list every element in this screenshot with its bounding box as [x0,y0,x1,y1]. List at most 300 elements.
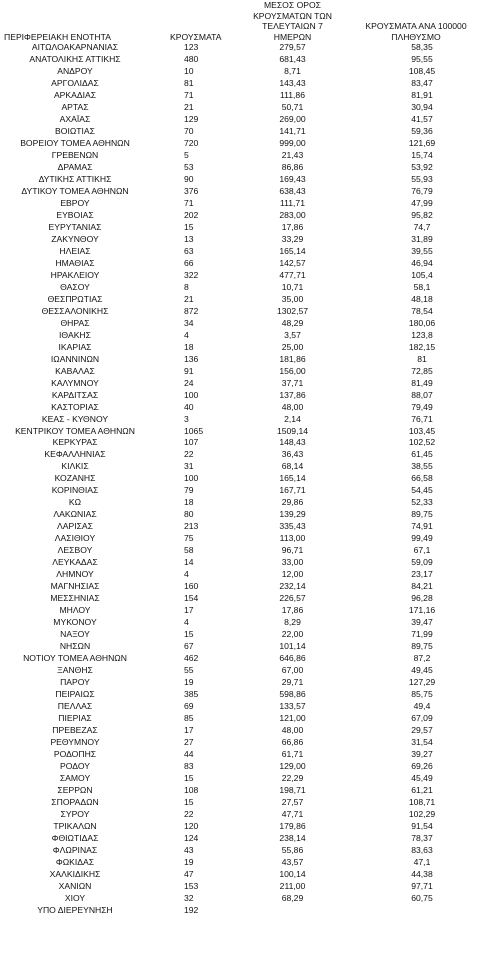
per-100k-cell: 39,55 [411,245,433,256]
table-row [0,114,481,126]
avg-7-days-cell: 33,29 [281,233,304,244]
per-100k-cell: 60,75 [411,892,433,903]
region-cell: ΜΕΣΣΗΝΙΑΣ [50,593,100,604]
table-row [0,461,481,473]
per-100k-cell: 49,4 [413,701,431,712]
region-cell: ΡΟΔΟΥ [60,761,90,772]
table-row [0,366,481,378]
table-row [0,581,481,593]
cases-cell: 462 [184,653,199,664]
per-100k-cell: 108,71 [408,797,436,808]
region-cell: ΚΑΛΥΜΝΟΥ [51,377,99,388]
table-row [0,330,481,342]
avg-7-days-cell: 21,43 [281,149,304,160]
region-cell: ΞΑΝΘΗΣ [57,665,93,676]
cases-cell: 21 [184,101,194,112]
table-row [0,569,481,581]
avg-7-days-cell: 22,29 [281,773,304,784]
header-region: ΠΕΡΙΦΕΡΕΙΑΚΗ ΕΝΟΤΗΤΑ [4,31,111,42]
avg-7-days-cell: 238,14 [279,832,306,843]
cases-cell: 4 [184,569,189,580]
avg-7-days-cell: 1509,14 [276,425,309,436]
table-row [0,390,481,402]
table-row [0,605,481,617]
table-row [0,174,481,186]
per-100k-cell: 171,16 [408,605,436,616]
avg-7-days-cell: 17,86 [281,605,304,616]
cases-cell: 21 [184,293,194,304]
table-row [0,210,481,222]
per-100k-cell: 47,1 [413,856,431,867]
region-cell: ΘΕΣΣΑΛΟΝΙΚΗΣ [41,305,109,316]
cases-cell: 71 [184,89,194,100]
avg-7-days-cell: 101,14 [279,641,306,652]
avg-7-days-cell: 66,86 [281,737,304,748]
table-row [0,318,481,330]
table-body [0,42,481,917]
cases-cell: 8 [184,281,189,292]
cases-cell: 120 [184,820,199,831]
cases-cell: 91 [184,365,194,376]
per-100k-cell: 81,49 [411,377,433,388]
region-cell: ΣΠΟΡΑΔΩΝ [51,797,99,808]
region-cell: ΦΩΚΙΔΑΣ [55,856,95,867]
region-cell: ΔΡΑΜΑΣ [57,161,93,172]
region-cell: ΝΟΤΙΟΥ ΤΟΜΕΑ ΑΘΗΝΩΝ [23,653,127,664]
region-cell: ΣΑΜΟΥ [59,773,91,784]
table-row [0,521,481,533]
region-cell: ΥΠΟ ΔΙΕΡΕΥΝΗΣΗ [37,904,113,915]
table-row [0,761,481,773]
per-100k-cell: 81,91 [411,89,433,100]
table-row [0,845,481,857]
avg-7-days-cell: 48,29 [281,317,304,328]
cases-cell: 100 [184,473,199,484]
avg-7-days-cell: 139,29 [279,509,306,520]
cases-cell: 90 [184,173,194,184]
per-100k-cell: 89,75 [411,509,433,520]
per-100k-cell: 58,35 [411,42,433,52]
per-100k-cell: 49,45 [411,665,433,676]
table-row [0,342,481,354]
region-cell: ΜΗΛΟΥ [59,605,91,616]
avg-7-days-cell: 335,43 [279,521,306,532]
per-100k-cell: 78,54 [411,305,433,316]
cases-cell: 27 [184,737,194,748]
avg-7-days-cell: 111,71 [279,197,305,208]
header-avg-7-days-text: ΜΕΣΟΣ ΟΡΟΣ ΚΡΟΥΣΜΑΤΩΝ ΤΩΝ ΤΕΛΕΥΤΑΙΩΝ 7 ΗΜΕΡΩΝ [253,0,332,42]
region-cell: ΡΟΔΟΠΗΣ [53,749,97,760]
avg-7-days-cell: 48,00 [281,725,304,736]
table-row [0,857,481,869]
avg-7-days-cell: 67,00 [281,665,304,676]
cases-cell: 129 [184,113,199,124]
per-100k-cell: 180,06 [408,317,436,328]
cases-cell: 202 [184,209,199,220]
avg-7-days-cell: 681,43 [279,53,306,64]
per-100k-cell: 66,58 [411,473,433,484]
per-100k-cell: 74,7 [413,221,431,232]
table-row [0,282,481,294]
per-100k-cell: 46,94 [411,257,433,268]
region-cell: ΛΑΚΩΝΙΑΣ [53,509,97,520]
table-row [0,665,481,677]
per-100k-cell: 39,27 [411,749,433,760]
per-100k-cell [351,905,481,917]
region-cell: ΑΡΓΟΛΙΔΑΣ [51,77,99,88]
avg-7-days-cell: 181,86 [279,353,306,364]
table-row [0,881,481,893]
cases-cell: 81 [184,77,194,88]
region-cell: ΝΑΞΟΥ [60,629,90,640]
avg-7-days-cell: 22,00 [281,629,304,640]
per-100k-cell: 85,75 [411,689,433,700]
table-row [0,653,481,665]
avg-7-days-cell: 598,86 [279,689,306,700]
avg-7-days-cell: 156,00 [279,365,306,376]
region-cell: ΧΙΟΥ [64,892,86,903]
cases-cell: 15 [184,773,194,784]
cases-cell: 18 [184,341,194,352]
region-cell: ΛΗΜΝΟΥ [56,569,94,580]
cases-cell: 34 [184,317,194,328]
per-100k-cell: 15,74 [411,149,433,160]
table-row [0,593,481,605]
table-row [0,378,481,390]
table-row [0,785,481,797]
header-avg-7-days [234,0,351,42]
avg-7-days-cell: 17,86 [281,221,304,232]
region-cell: ΠΙΕΡΙΑΣ [58,713,92,724]
avg-7-days-cell: 96,71 [281,545,304,556]
per-100k-cell: 53,92 [411,161,433,172]
header-row [0,0,481,42]
per-100k-cell: 78,37 [411,832,433,843]
table-row [0,437,481,449]
region-cell: ΚΩ [68,497,82,508]
cases-cell: 154 [184,593,199,604]
per-100k-cell: 103,45 [408,425,436,436]
table-row [0,449,481,461]
table-header [0,0,481,42]
table-row [0,102,481,114]
cases-cell: 17 [184,725,194,736]
per-100k-cell: 97,71 [411,880,433,891]
cases-cell: 66 [184,257,194,268]
avg-7-days-cell: 61,71 [281,749,304,760]
table-row [0,893,481,905]
table-row [0,138,481,150]
region-cell: ΦΛΩΡΙΝΑΣ [52,844,98,855]
region-cell: ΑΝΔΡΟΥ [57,65,93,76]
cases-cell: 10 [184,65,194,76]
avg-7-days-cell: 279,57 [279,42,306,52]
cases-cell: 63 [184,245,194,256]
region-cell: ΔΥΤΙΚΗΣ ΑΤΤΙΚΗΣ [38,173,112,184]
region-cell: ΣΥΡΟΥ [60,809,90,819]
cases-cell: 872 [184,305,199,316]
cases-cell: 107 [184,437,199,448]
region-cell: ΚΕΦΑΛΛΗΝΙΑΣ [44,449,106,460]
region-cell: ΧΑΝΙΩΝ [58,880,92,891]
region-cell: ΑΝΑΤΟΛΙΚΗΣ ΑΤΤΙΚΗΣ [29,53,121,64]
cases-cell: 3 [184,413,189,424]
table-row [0,713,481,725]
avg-7-days-cell: 29,86 [281,497,304,508]
cases-cell: 480 [184,53,199,64]
cases-cell: 18 [184,497,194,508]
region-cell: ΒΟΙΩΤΙΑΣ [55,125,95,136]
per-100k-cell: 61,21 [411,785,433,796]
region-cell: ΕΥΡΥΤΑΝΙΑΣ [48,221,102,232]
avg-7-days-cell: 27,57 [281,797,304,808]
cases-cell: 14 [184,557,194,568]
table-row [0,905,481,917]
region-cell: ΡΕΘΥΜΝΟΥ [50,737,100,748]
avg-7-days-cell: 165,14 [279,473,306,484]
cases-cell: 32 [184,892,194,903]
cases-cell: 1065 [184,425,204,436]
per-100k-cell: 67,1 [413,545,431,556]
table-row [0,749,481,761]
per-100k-cell: 71,99 [411,629,433,640]
avg-7-days-cell: 68,29 [281,892,304,903]
region-cell: ΚΑΣΤΟΡΙΑΣ [51,401,99,412]
table-row [0,54,481,66]
per-100k-cell: 88,07 [411,389,433,400]
region-cell: ΦΘΙΩΤΙΔΑΣ [51,832,99,843]
region-cell: ΛΕΥΚΑΔΑΣ [52,557,98,568]
table-row [0,509,481,521]
avg-7-days-cell: 25,00 [281,341,304,352]
table-row [0,354,481,366]
avg-7-days-cell: 36,43 [281,449,304,460]
per-100k-cell: 89,75 [411,641,433,652]
table-row [0,545,481,557]
cases-cell: 53 [184,161,194,172]
cases-cell: 160 [184,581,199,592]
table-row [0,150,481,162]
cases-cell: 720 [184,137,199,148]
cases-cell: 55 [184,665,194,676]
region-cell: ΕΥΒΟΙΑΣ [56,209,94,220]
avg-7-days-cell [234,905,351,917]
region-cell: ΝΗΣΩΝ [59,641,91,652]
avg-7-days-cell: 226,57 [279,593,306,604]
cases-cell: 47 [184,868,194,879]
region-cell: ΖΑΚΥΝΘΟΥ [51,233,99,244]
region-cell: ΔΥΤΙΚΟΥ ΤΟΜΕΑ ΑΘΗΝΩΝ [21,185,129,196]
region-cell: ΠΕΙΡΑΙΩΣ [55,689,95,700]
per-100k-cell: 84,21 [411,581,433,592]
avg-7-days-cell: 646,86 [279,653,306,664]
avg-7-days-cell: 133,57 [279,701,306,712]
table-row [0,90,481,102]
region-cell: ΕΒΡΟΥ [60,197,90,208]
table-row [0,497,481,509]
region-cell: ΙΘΑΚΗΣ [59,329,91,340]
per-100k-cell: 29,57 [411,725,433,736]
per-100k-cell: 55,93 [411,173,433,184]
cases-cell: 376 [184,185,199,196]
avg-7-days-cell: 999,00 [279,137,306,148]
per-100k-cell: 30,94 [411,101,433,112]
table-row [0,258,481,270]
region-cell: ΗΜΑΘΙΑΣ [55,257,95,268]
cases-cell: 83 [184,761,194,772]
region-cell: ΙΩΑΝΝΙΝΩΝ [50,353,100,364]
per-100k-cell: 48,18 [411,293,433,304]
table-row [0,66,481,78]
per-100k-cell: 108,45 [408,65,436,76]
table-row [0,641,481,653]
avg-7-days-cell: 48,00 [281,401,304,412]
region-cell: ΠΡΕΒΕΖΑΣ [52,725,98,736]
per-100k-cell: 182,15 [408,341,436,352]
table-row [0,270,481,282]
avg-7-days-cell: 100,14 [279,868,306,879]
cases-cell: 75 [184,533,194,544]
region-cell: ΧΑΛΚΙΔΙΚΗΣ [49,868,101,879]
cases-cell: 15 [184,629,194,640]
table-row [0,426,481,438]
avg-7-days-cell: 129,00 [279,761,306,772]
table-row [0,689,481,701]
avg-7-days-cell: 169,43 [279,173,306,184]
header-cases: ΚΡΟΥΣΜΑΤΑ [170,31,222,42]
cases-cell: 15 [184,797,194,808]
region-cell: ΑΙΤΩΛΟΑΚΑΡΝΑΝΙΑΣ [31,42,119,52]
avg-7-days-cell: 283,00 [279,209,306,220]
cases-cell: 153 [184,880,199,891]
per-100k-cell: 87,2 [413,653,431,664]
avg-7-days-cell: 1302,57 [276,305,309,316]
avg-7-days-cell: 8,29 [284,617,301,628]
per-100k-cell: 102,29 [408,809,436,819]
table-row [0,737,481,749]
cases-cell: 22 [184,449,194,460]
table-row [0,294,481,306]
cases-cell: 124 [184,832,199,843]
avg-7-days-cell: 50,71 [281,101,304,112]
per-100k-cell: 91,54 [411,820,433,831]
region-cell: ΓΡΕΒΕΝΩΝ [51,149,99,160]
cases-cell: 19 [184,677,194,688]
region-cell: ΜΑΓΝΗΣΙΑΣ [50,581,100,592]
cases-cell: 17 [184,605,194,616]
cases-cell: 136 [184,353,199,364]
region-cell: ΚΟΖΑΝΗΣ [54,473,96,484]
per-100k-cell: 54,45 [411,485,433,496]
avg-7-days-cell: 167,71 [279,485,306,496]
region-cell: ΛΑΡΙΣΑΣ [57,521,93,532]
table-row [0,414,481,426]
cases-cell: 44 [184,749,194,760]
avg-7-days-cell: 198,71 [279,785,306,796]
avg-7-days-cell: 638,43 [279,185,306,196]
header-per-100k-text: ΚΡΟΥΣΜΑΤΑ ΑΝΑ 100000 ΠΛΗΘΥΣΜΟ [365,21,467,42]
per-100k-cell: 39,47 [411,617,433,628]
cases-cell: 15 [184,221,194,232]
avg-7-days-cell: 179,86 [279,820,306,831]
table-row [0,473,481,485]
region-cell: ΠΕΛΛΑΣ [57,701,93,712]
region-cell: ΘΑΣΟΥ [60,281,90,292]
region-cell: ΜΥΚΟΝΟΥ [53,617,97,628]
per-100k-cell: 121,69 [408,137,436,148]
avg-7-days-cell: 68,14 [281,461,304,472]
avg-7-days-cell: 137,86 [279,389,306,400]
cases-cell: 58 [184,545,194,556]
avg-7-days-cell: 2,14 [284,413,301,424]
cases-cell: 80 [184,509,194,520]
region-cell: ΑΧΑΪΑΣ [59,113,91,124]
table-row [0,833,481,845]
avg-7-days-cell: 165,14 [279,245,306,256]
cases-cell: 192 [184,904,199,915]
table-row [0,306,481,318]
table-row [0,701,481,713]
region-cell: ΘΗΡΑΣ [60,317,90,328]
table-row [0,198,481,210]
cases-cell: 22 [184,809,194,819]
avg-7-days-cell: 142,57 [279,257,306,268]
per-100k-cell: 41,57 [411,113,433,124]
cases-cell: 123 [184,42,199,52]
cases-cell: 322 [184,269,199,280]
avg-7-days-cell: 141,71 [279,125,306,136]
table-row [0,533,481,545]
avg-7-days-cell: 29,71 [281,677,304,688]
table-row [0,402,481,414]
cases-cell: 5 [184,149,189,160]
table-row [0,78,481,90]
avg-7-days-cell: 232,14 [279,581,306,592]
table-row [0,126,481,138]
table-row [0,246,481,258]
region-cell: ΤΡΙΚΑΛΩΝ [53,820,97,831]
cases-cell: 108 [184,785,199,796]
cases-cell: 71 [184,197,194,208]
table-row [0,234,481,246]
cases-cell: 31 [184,461,194,472]
avg-7-days-cell: 113,00 [279,533,306,544]
cases-cell: 43 [184,844,194,855]
cases-cell: 4 [184,329,189,340]
per-100k-cell: 96,28 [411,593,433,604]
avg-7-days-cell: 43,57 [281,856,304,867]
table-row [0,809,481,821]
per-100k-cell: 59,09 [411,557,433,568]
avg-7-days-cell: 269,00 [279,113,306,124]
table-row [0,222,481,234]
avg-7-days-cell: 55,86 [281,844,304,855]
region-cell: ΙΚΑΡΙΑΣ [58,341,92,352]
region-cell: ΚΑΒΑΛΑΣ [55,365,95,376]
per-100k-cell: 58,1 [413,281,431,292]
region-cell: ΑΡΚΑΔΙΑΣ [53,89,97,100]
region-cell: ΣΕΡΡΩΝ [57,785,93,796]
region-cell: ΠΑΡΟΥ [60,677,90,688]
per-100k-cell: 99,49 [411,533,433,544]
per-100k-cell: 38,55 [411,461,433,472]
avg-7-days-cell: 47,71 [281,809,304,819]
cases-cell: 69 [184,701,194,712]
table-row [0,186,481,198]
region-cell: ΚΕΑΣ - ΚΥΘΝΟΥ [41,413,109,424]
region-cell: ΒΟΡΕΙΟΥ ΤΟΜΕΑ ΑΘΗΝΩΝ [20,137,130,148]
per-100k-cell: 76,71 [411,413,433,424]
